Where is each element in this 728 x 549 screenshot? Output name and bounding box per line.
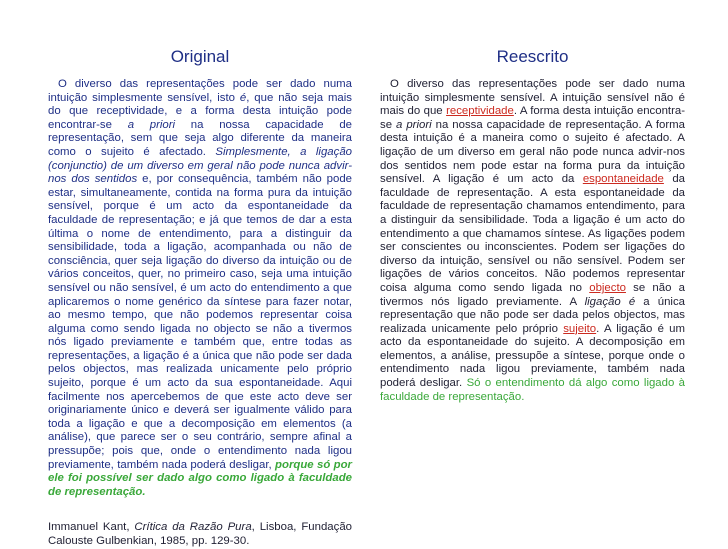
citation-text-run: Crítica da Razão Pura bbox=[134, 521, 252, 534]
rewritten-text-run: O diverso das representações pode ser dado numa intuição simplesmente sensível. A intuição sensível não é mais do que bbox=[380, 78, 685, 118]
citation-text-run: , Lisboa, Fundação Calouste Gulbenkian, 1985, pp. 129-30. bbox=[48, 521, 352, 547]
rewritten-text-run: a priori bbox=[396, 118, 432, 131]
rewritten-text-run: receptividade bbox=[446, 105, 514, 118]
rewritten-text-run: . A forma desta intuição encontra-se bbox=[380, 105, 685, 131]
rewritten-text-run: na nossa capacidade de representação. A forma desta intuição é a maneira como o sujeito é afectado. A ligação de um diverso em geral não pode nunca advir-nos dos sentidos nem pode estar na forma pura da intuição sensível. A ligação é um acto da bbox=[380, 118, 685, 186]
rewritten-text-run: da faculdade de representação. A esta espontaneidade da faculdade de representação chamamos entendimento, para a distinguir da sensibilidade. Toda a ligação é um acto do entendimento a que chamamos síntese. As ligações podem ser conscientes ou inconscientes. Podem ser ligações do diverso da intuição, sensível ou não sensível. Podem ser ligações de vários conceitos. Não podemos representar coisa alguma como sendo ligada no bbox=[380, 173, 685, 294]
original-text-run: é bbox=[239, 91, 247, 104]
rewritten-text-run: é bbox=[628, 295, 636, 308]
rewritten-heading: Reescrito bbox=[496, 47, 569, 66]
rewritten-text-run: objecto bbox=[589, 281, 626, 294]
original-column bbox=[48, 0, 352, 549]
rewritten-text-run bbox=[621, 296, 629, 308]
rewritten-text-run: . A ligação é um acto da espontaneidade do sujeito. A decomposição em elementos, a análise, pressupõe a síntese, porque onde o entendimento nada ligou previamente, também nada poderá desligar. bbox=[380, 322, 685, 390]
rewritten-text-run: Só o entendimento dá algo como ligado à faculdade de representação. bbox=[380, 377, 685, 403]
rewritten-text-run: sujeito bbox=[563, 322, 597, 335]
original-text-run: O diverso das representações pode ser dado numa intuição simplesmente sensível, isto bbox=[48, 78, 352, 104]
original-text-run: porque só por ele foi possível ser dado algo como ligado à faculdade de representação. bbox=[48, 458, 352, 498]
rewritten-text bbox=[380, 78, 685, 404]
rewritten-text-run: se não a tivermos nós ligado previamente. A bbox=[380, 281, 685, 308]
original-text-run: Simplesmente, a ligação (conjunctio) de um diverso em geral não pode nunca advir-nos dos sentidos bbox=[48, 145, 352, 186]
rewritten-text-run: a única representação que não pode ser dada pelos objectos, mas realizada unicamente pelo próprio bbox=[380, 295, 685, 335]
rewritten-text-run: ligação bbox=[584, 295, 621, 308]
original-text-run: a priori bbox=[127, 118, 176, 131]
citation-text-run: Immanuel Kant, bbox=[48, 521, 135, 534]
original-text bbox=[48, 78, 352, 499]
rewritten-column bbox=[380, 0, 685, 404]
original-text-run: e, por consequência, também não pode estar, simultaneamente, contida na forma pura da intuição sensível, porque é um acto da espontaneidade da faculdade de representação; e já que temos de dar a esta última o nome de entendimento, para a distinguir da sensibilidade, toda a ligação, acompanhada ou não de consciência, quer seja ligação do diverso da intuição ou de vários conceitos, quer, no primeiro caso, seja uma intuição sensível ou não sensível, é um acto do entendimento a que aplicaremos o nome genérico da síntese para fazer notar, ao mesmo tempo, que não podemos representar coisa alguma como sendo ligada no objecto se não a tivermos nós ligado previamente e também que, entre todas as representações, a ligação é a única que não pode ser dada pelos objectos, mas realizada unicamente pelo próprio sujeito, porque é um acto da sua espontaneidade. Aqui facilmente nos apercebemos de que este acto deve ser originariamente único e deverá ser igualmente válido para toda a ligação e que a decomposição em elementos (a análise), que parece ser o seu contrário, sempre afinal a pressupõe; pois que, onde o entendimento nada ligou previamente, também nada poderá desligar, bbox=[48, 173, 352, 471]
rewritten-text-run: espontaneidade bbox=[582, 173, 664, 186]
original-heading: Original bbox=[170, 47, 230, 66]
citation bbox=[48, 521, 352, 548]
original-text-run: , que não seja mais do que receptividade, e a forma desta intuição pode encontrar-se bbox=[48, 91, 352, 131]
original-text-run: na nossa capacidade de representação, sem que seja algo diferente da maneira como o sujeito é afectado. bbox=[48, 118, 352, 158]
